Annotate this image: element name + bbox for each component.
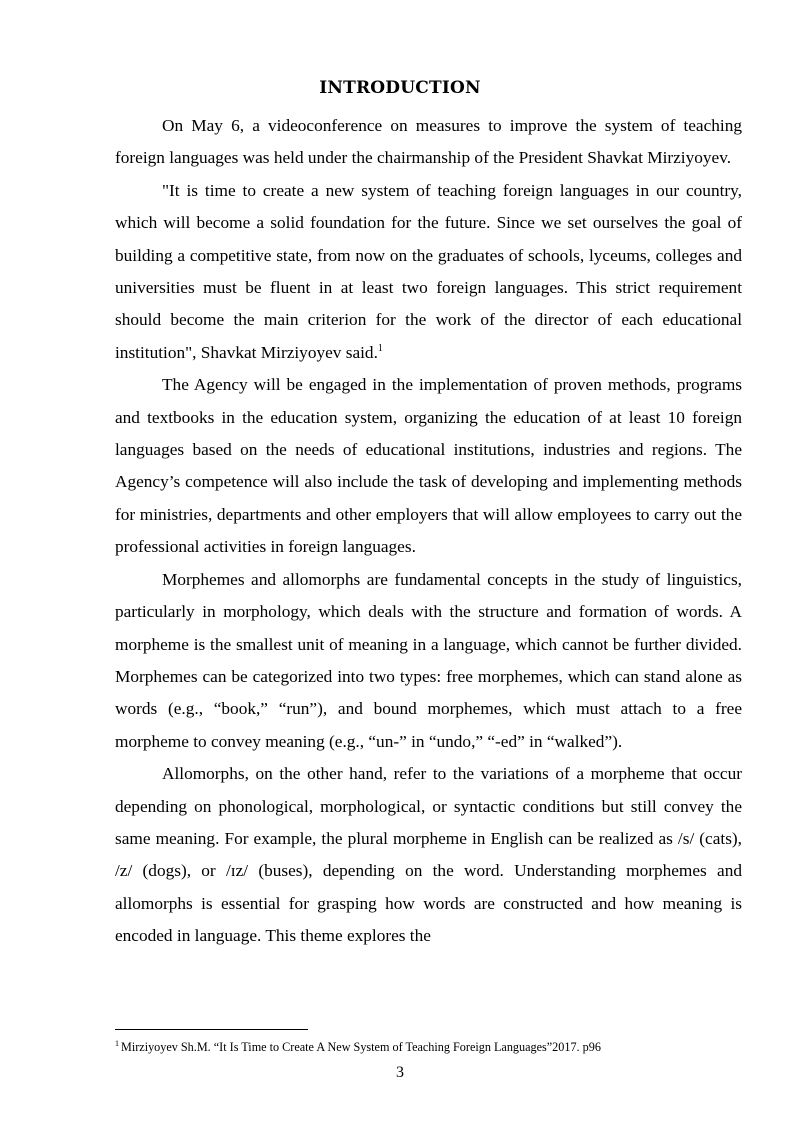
- footnote-reference[interactable]: 1: [377, 343, 383, 355]
- footnote-divider: [115, 1029, 308, 1030]
- paragraph-5: Allomorphs, on the other hand, refer to the variations of a morpheme that occur depending on phonological, morphological, or syntactic conditions but still convey the same meaning. For example, the plural morpheme in English can be realized as /s/ (cats), /z/ (dogs), or /ɪz/ (buses), depending on the word. Understanding morphemes and allomorphs is essential for grasping how words are constructed and how meaning is encoded in language. This theme explores the: [115, 764, 742, 946]
- footnote-number: 1: [115, 1038, 119, 1048]
- footnote-text: Mirziyoyev Sh.M. “It Is Time to Create A New System of Teaching Foreign Languages”2017. p96: [121, 1040, 601, 1054]
- paragraph-1: On May 6, a videoconference on measures to improve the system of teaching foreign languages was held under the chairmanship of the President Shavkat Mirziyoyev.: [115, 116, 742, 168]
- paragraph-4: Morphemes and allomorphs are fundamental concepts in the study of linguistics, particularly in morphology, which deals with the structure and formation of words. A morpheme is the smallest unit of meaning in a language, which cannot be further divided. Morphemes can be categorized into two types: free morphemes, which can stand alone as words (e.g., “book,” “run”), and bound morphemes, which must attach to a free morpheme to convey meaning (e.g., “un-” in “undo,” “-ed” in “walked”).: [115, 569, 742, 751]
- paragraph-2: [115, 175, 742, 369]
- body-text: [115, 110, 742, 953]
- page-number: 3: [396, 1064, 404, 1081]
- footnote: [115, 1039, 755, 1055]
- paragraph-2-text: "It is time to create a new system of teaching foreign languages in our country, which will become a solid foundation for the future. Since we set ourselves the goal of building a competitive state, from now on the graduates of schools, lyceums, colleges and universities must be fluent in at least two foreign languages. This strict requirement should become the main criterion for the work of the director of each educational institution", Shavkat Mirziyoyev said.: [115, 180, 742, 362]
- paragraph-3: The Agency will be engaged in the implementation of proven methods, programs and textbooks in the education system, organizing the education of at least 10 foreign languages based on the needs of educational institutions, industries and regions. The Agency’s competence will also include the task of developing and implementing methods for ministries, departments and other employers that will allow employees to carry out the professional activities in foreign languages.: [115, 375, 742, 557]
- page-title: INTRODUCTION: [319, 78, 481, 98]
